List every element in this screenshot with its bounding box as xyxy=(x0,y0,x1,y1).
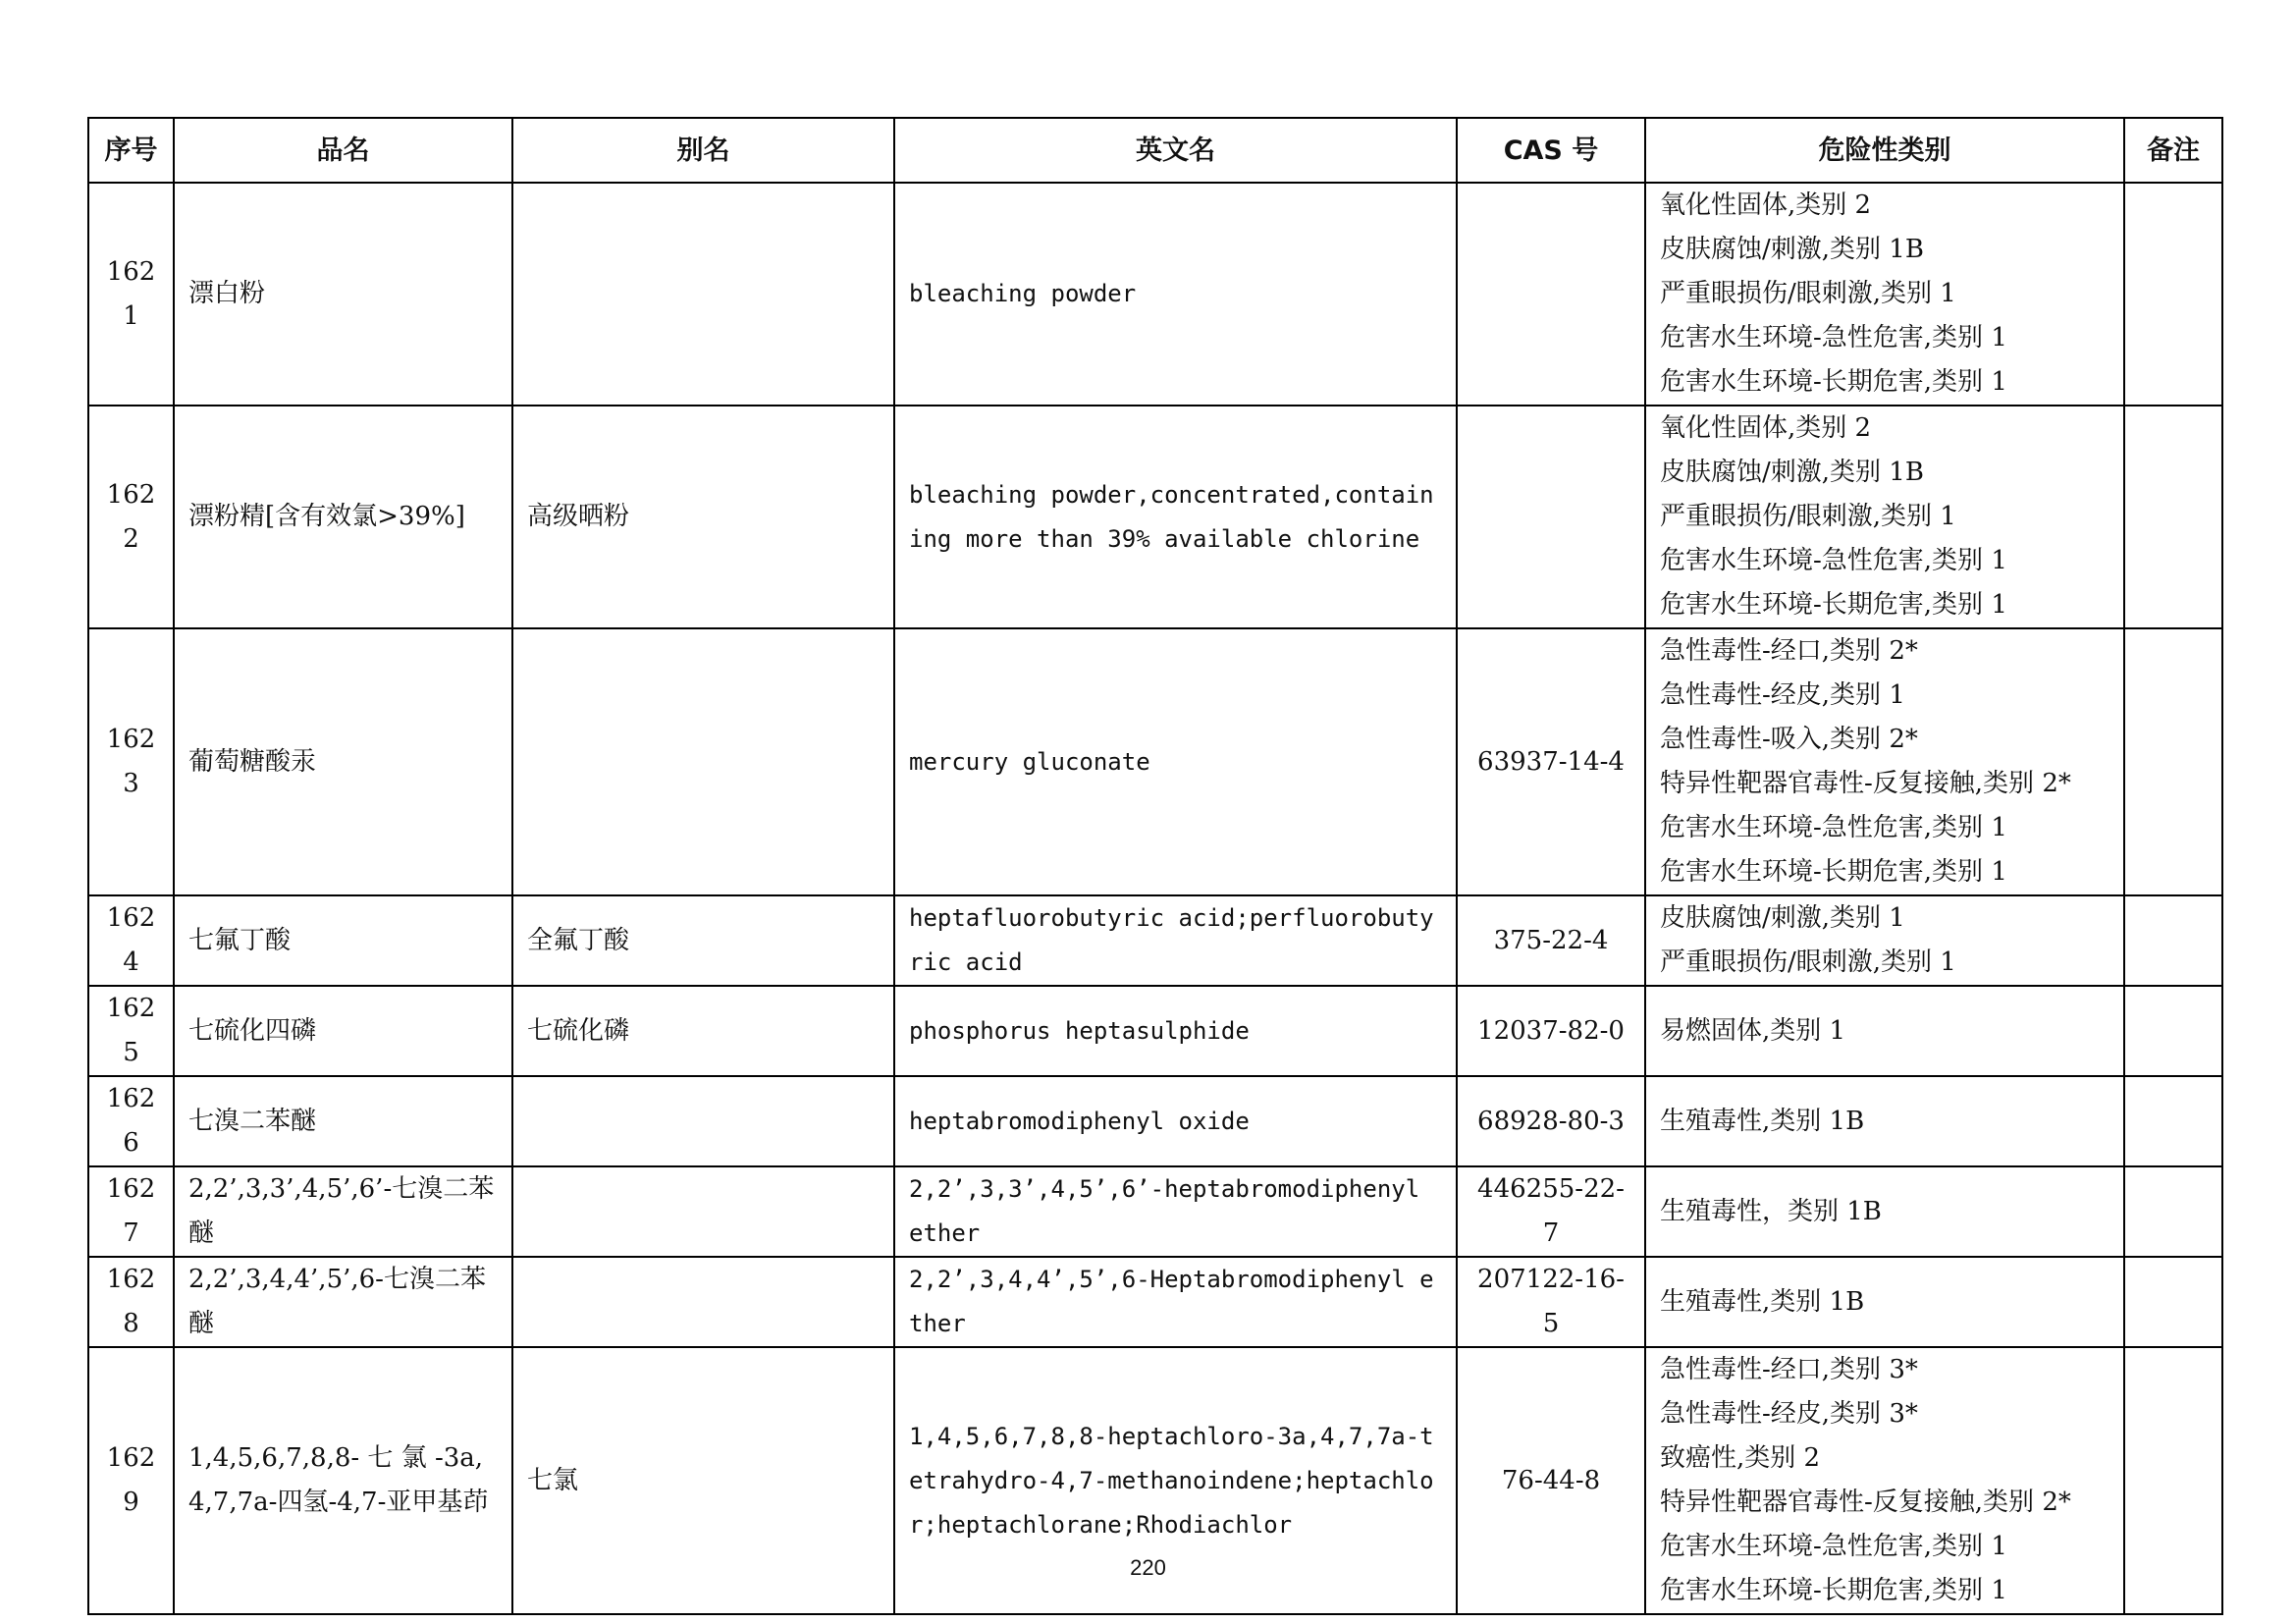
cell-no: 1629 xyxy=(88,1347,174,1614)
table-row xyxy=(88,1166,2222,1257)
cell-name: 漂粉精[含有效氯>39%] xyxy=(174,406,512,628)
table-row xyxy=(88,1257,2222,1347)
cell-no: 1621 xyxy=(88,183,174,406)
hazard-line: 危害水生环境-长期危害,类别 1 xyxy=(1660,857,2007,887)
hazard-line: 危害水生环境-急性危害,类别 1 xyxy=(1660,546,2007,575)
cell-alias: 七氯 xyxy=(512,1347,894,1614)
hazard-line: 皮肤腐蚀/刺激,类别 1 xyxy=(1660,903,1905,933)
cell-name: 七氟丁酸 xyxy=(174,895,512,986)
hazard-line: 危害水生环境-长期危害,类别 1 xyxy=(1660,1576,2007,1605)
page-number: 220 xyxy=(1130,1555,1166,1580)
cell-note xyxy=(2124,628,2222,895)
cell-note xyxy=(2124,406,2222,628)
hazard-line: 危害水生环境-长期危害,类别 1 xyxy=(1660,590,2007,620)
cell-hazard xyxy=(1645,1076,2124,1166)
header-hazard: 危险性类别 xyxy=(1645,118,2124,183)
cell-no: 1622 xyxy=(88,406,174,628)
table-row xyxy=(88,183,2222,406)
hazard-line: 急性毒性-经皮,类别 1 xyxy=(1660,680,1905,710)
cell-hazard xyxy=(1645,183,2124,406)
hazard-line: 急性毒性-经皮,类别 3* xyxy=(1660,1399,1918,1429)
cell-hazard xyxy=(1645,406,2124,628)
cell-note xyxy=(2124,183,2222,406)
hazard-line: 致癌性,类别 2 xyxy=(1660,1443,1821,1473)
hazard-line: 危害水生环境-急性危害,类别 1 xyxy=(1660,1532,2007,1561)
hazard-line: 急性毒性-吸入,类别 2* xyxy=(1660,725,1918,754)
hazard-line: 皮肤腐蚀/刺激,类别 1B xyxy=(1660,458,1924,487)
cell-english: bleaching powder xyxy=(894,183,1457,406)
cell-alias xyxy=(512,1076,894,1166)
cell-alias: 高级晒粉 xyxy=(512,406,894,628)
cell-name: 2,2’,3,3’,4,5’,6’-七溴二苯醚 xyxy=(174,1166,512,1257)
hazard-line: 急性毒性-经口,类别 2* xyxy=(1660,636,1918,666)
cell-no: 1627 xyxy=(88,1166,174,1257)
hazard-line: 生殖毒性，类别 1B xyxy=(1660,1196,1882,1226)
hazard-line: 氧化性固体,类别 2 xyxy=(1660,413,1872,443)
hazard-line: 危害水生环境-长期危害,类别 1 xyxy=(1660,367,2007,397)
hazard-line: 特异性靶器官毒性-反复接触,类别 2* xyxy=(1660,769,2071,798)
hazard-line: 易燃固体,类别 1 xyxy=(1660,1015,1846,1046)
hazard-line: 严重眼损伤/眼刺激,类别 1 xyxy=(1660,502,1956,531)
cell-english: phosphorus heptasulphide xyxy=(894,986,1457,1076)
cell-alias: 全氟丁酸 xyxy=(512,895,894,986)
cell-cas: 76-44-8 xyxy=(1457,1347,1645,1614)
cell-hazard xyxy=(1645,1257,2124,1347)
cell-english: 2,2’,3,4,4’,5’,6-Heptabromodiphenyl ether xyxy=(894,1257,1457,1347)
hazard-line: 生殖毒性,类别 1B xyxy=(1660,1286,1865,1317)
cell-name: 七硫化四磷 xyxy=(174,986,512,1076)
table-row xyxy=(88,628,2222,895)
hazard-line: 危害水生环境-急性危害,类别 1 xyxy=(1660,323,2007,352)
table-row xyxy=(88,1076,2222,1166)
cell-no: 1628 xyxy=(88,1257,174,1347)
cell-cas: 12037-82-0 xyxy=(1457,986,1645,1076)
cell-name: 1,4,5,6,7,8,8- 七 氯 -3a,4,7,7a-四氢-4,7-亚甲基茚 xyxy=(174,1347,512,1614)
cell-cas: 63937-14-4 xyxy=(1457,628,1645,895)
header-alias: 别名 xyxy=(512,118,894,183)
hazard-line: 皮肤腐蚀/刺激,类别 1B xyxy=(1660,235,1924,264)
hazard-line: 危害水生环境-急性危害,类别 1 xyxy=(1660,813,2007,842)
cell-cas xyxy=(1457,406,1645,628)
cell-english: bleaching powder,concentrated,containing more than 39% available chlorine xyxy=(894,406,1457,628)
header-note: 备注 xyxy=(2124,118,2222,183)
header-row xyxy=(88,118,2222,183)
hazard-line: 特异性靶器官毒性-反复接触,类别 2* xyxy=(1660,1488,2071,1517)
cell-name: 漂白粉 xyxy=(174,183,512,406)
cell-note xyxy=(2124,1166,2222,1257)
cell-name: 葡萄糖酸汞 xyxy=(174,628,512,895)
cell-hazard xyxy=(1645,1166,2124,1257)
header-english: 英文名 xyxy=(894,118,1457,183)
cell-alias: 七硫化磷 xyxy=(512,986,894,1076)
header-no: 序号 xyxy=(88,118,174,183)
table-row xyxy=(88,986,2222,1076)
cell-alias xyxy=(512,628,894,895)
cell-no: 1623 xyxy=(88,628,174,895)
cell-english: heptafluorobutyric acid;perfluorobutyric acid xyxy=(894,895,1457,986)
hazard-line: 严重眼损伤/眼刺激,类别 1 xyxy=(1660,279,1956,308)
cell-alias xyxy=(512,1166,894,1257)
table-row xyxy=(88,895,2222,986)
cell-name: 2,2’,3,4,4’,5’,6-七溴二苯醚 xyxy=(174,1257,512,1347)
cell-english: 2,2’,3,3’,4,5’,6’-heptabromodiphenyl ether xyxy=(894,1166,1457,1257)
cell-no: 1626 xyxy=(88,1076,174,1166)
hazard-line: 严重眼损伤/眼刺激,类别 1 xyxy=(1660,947,1956,977)
table-body xyxy=(88,183,2222,1614)
hazard-line: 急性毒性-经口,类别 3* xyxy=(1660,1355,1918,1384)
hazard-line: 生殖毒性,类别 1B xyxy=(1660,1106,1865,1136)
cell-english: mercury gluconate xyxy=(894,628,1457,895)
cell-hazard xyxy=(1645,628,2124,895)
cell-name: 七溴二苯醚 xyxy=(174,1076,512,1166)
cell-cas: 68928-80-3 xyxy=(1457,1076,1645,1166)
table-row xyxy=(88,406,2222,628)
chemical-table xyxy=(87,117,2223,1615)
cell-note xyxy=(2124,1257,2222,1347)
cell-no: 1624 xyxy=(88,895,174,986)
cell-cas xyxy=(1457,183,1645,406)
cell-cas: 446255-22-7 xyxy=(1457,1166,1645,1257)
cell-english: 1,4,5,6,7,8,8-heptachloro-3a,4,7,7a-tetrahydro-4,7-methanoindene;heptachlor;heptachlorane;Rhodiachlor xyxy=(894,1347,1457,1614)
cell-note xyxy=(2124,895,2222,986)
header-name: 品名 xyxy=(174,118,512,183)
cell-english: heptabromodiphenyl oxide xyxy=(894,1076,1457,1166)
hazard-line: 氧化性固体,类别 2 xyxy=(1660,190,1872,220)
cell-alias xyxy=(512,1257,894,1347)
cell-hazard xyxy=(1645,895,2124,986)
cell-cas: 207122-16-5 xyxy=(1457,1257,1645,1347)
cell-alias xyxy=(512,183,894,406)
header-cas: CAS 号 xyxy=(1457,118,1645,183)
cell-note xyxy=(2124,1076,2222,1166)
cell-hazard xyxy=(1645,986,2124,1076)
cell-cas: 375-22-4 xyxy=(1457,895,1645,986)
cell-note xyxy=(2124,986,2222,1076)
cell-no: 1625 xyxy=(88,986,174,1076)
